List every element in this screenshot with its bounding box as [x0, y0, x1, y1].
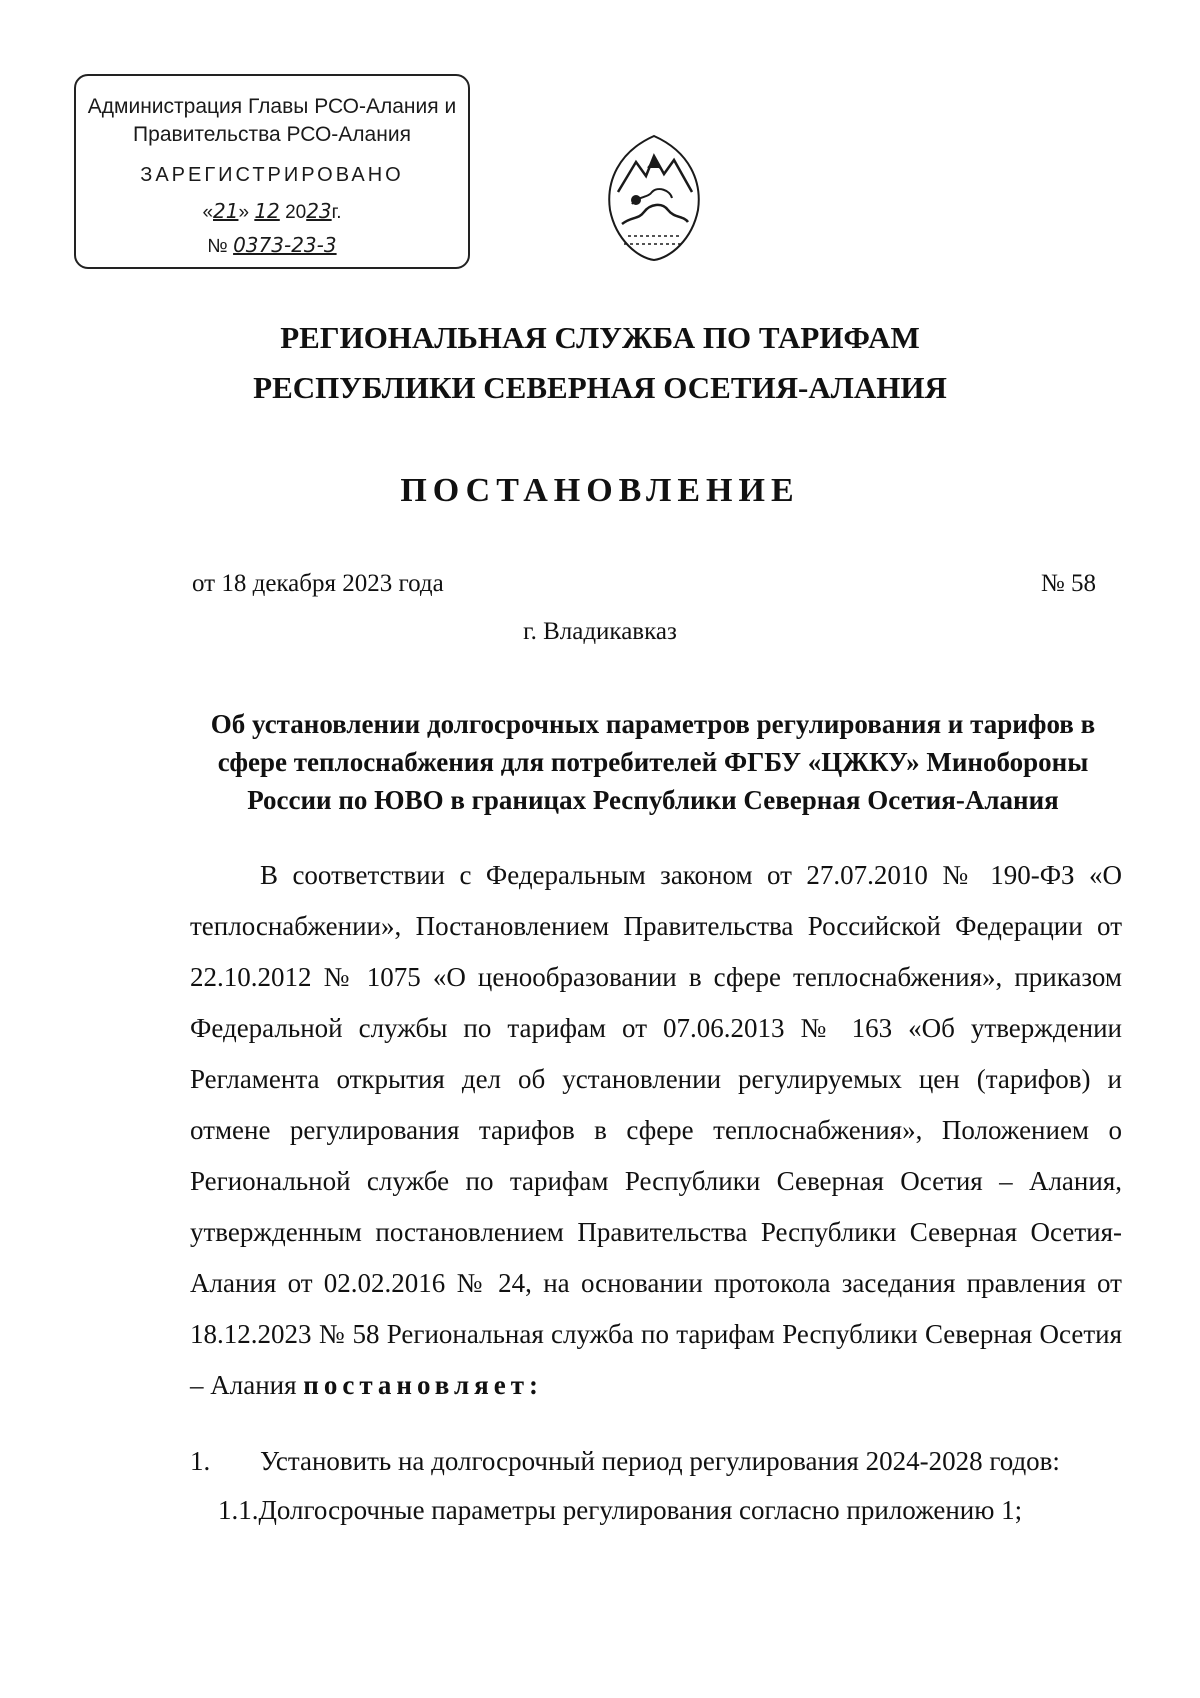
item-1 — [190, 1446, 1122, 1477]
decree-word: постановляет: — [303, 1370, 544, 1400]
stamp-year-suffix: г. — [331, 202, 342, 223]
agency-name-line-1: РЕГИОНАЛЬНАЯ СЛУЖБА ПО ТАРИФАМ — [280, 320, 920, 355]
item-1-1-text: Долгосрочные параметры регулирования согласно приложению 1; — [258, 1495, 1023, 1525]
item-1-1-number: 1.1. — [218, 1495, 259, 1525]
stamp-date: «21» 12 2023г. — [202, 199, 342, 223]
stamp-number-value: 0373-23-3 — [233, 233, 337, 257]
item-1-1 — [218, 1495, 1022, 1526]
stamp-year-prefix: 20 — [285, 202, 307, 223]
document-number: № 58 — [1040, 570, 1096, 597]
preamble-text: В соответствии с Федеральным законом от 27.07.2010 № 190-ФЗ «О теплоснабжении», Постановлением Правительства Российской Федерации от 22.10.2012 № 1075 «О ценообразовании в сфере теплоснабжения», приказом Федеральной службы по тарифам от 07.06.2013 № 163 «Об утверждении Регламента открытия дел об установлении регулируемых цен (тарифов) и отмене регулирования тарифов в сфере теплоснабжения», Положением о Региональной службе по тарифам Республики Северная Осетия – Алания, утвержденным постановлением Правительства Республики Северная Осетия-Алания от 02.02.2016 № 24, на основании протокола заседания правления от 18.12.2023 № 58 Региональная служба по тарифам Республики Северная Осетия – Алания — [190, 860, 1122, 1400]
preamble-paragraph — [190, 850, 1122, 1411]
stamp-month: 12 — [254, 199, 280, 223]
registration-stamp — [74, 74, 470, 269]
stamp-number — [76, 232, 468, 260]
item-1-number: 1. — [190, 1446, 211, 1476]
stamp-line-1: Администрация Главы РСО-Алания и — [87, 95, 457, 118]
stamp-number-prefix: № — [207, 236, 228, 257]
document-date: от 18 декабря 2023 года — [192, 570, 444, 597]
item-1-text: Установить на долгосрочный период регулирования 2024-2028 годов: — [260, 1446, 1060, 1476]
stamp-year: 23 — [306, 199, 332, 223]
stamp-status: ЗАРЕГИСТРИРОВАНО — [140, 164, 404, 186]
stamp-line-2: Правительства РСО-Алания — [133, 123, 411, 146]
stamp-day: 21 — [213, 199, 239, 223]
document-subject: Об установлении долгосрочных параметров регулирования и тарифов в сфере теплоснабжения для потребителей ФГБУ «ЦЖКУ» Минобороны России по ЮВО в границах Республики Северная Осетия-Алания — [210, 709, 1096, 815]
document-city: г. Владикавказ — [523, 618, 677, 645]
document-type: ПОСТАНОВЛЕНИЕ — [400, 472, 800, 509]
coat-of-arms-icon — [588, 132, 720, 264]
agency-name-line-2: РЕСПУБЛИКИ СЕВЕРНАЯ ОСЕТИЯ-АЛАНИЯ — [253, 370, 947, 405]
